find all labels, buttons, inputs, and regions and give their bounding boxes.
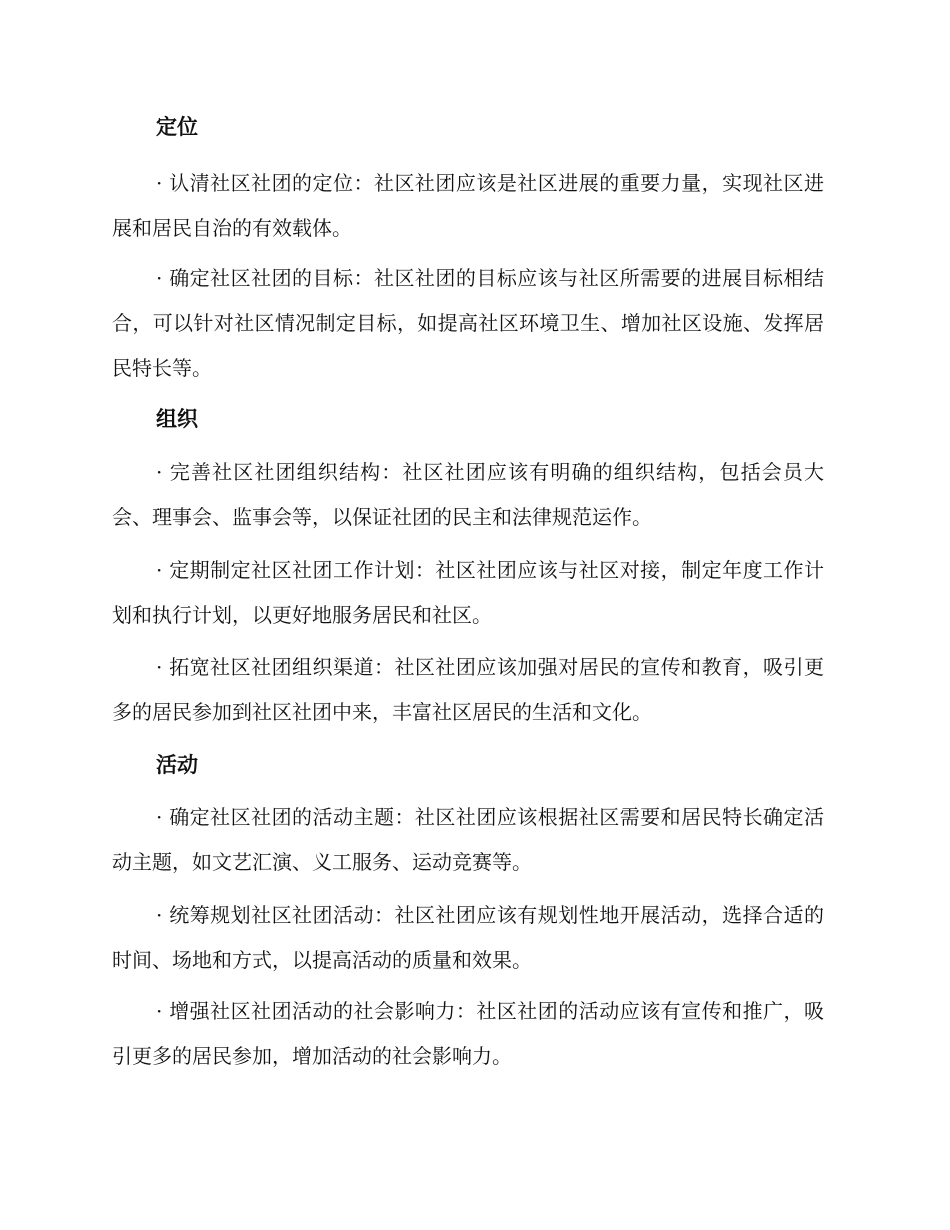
paragraph-activities-1: · 确定社区社团的活动主题：社区社团应该根据社区需要和居民特长确定活动主题，如文艺汇演、义工服务、运动竞赛等。: [112, 805, 824, 874]
section-heading-organization: 组织: [156, 407, 198, 431]
section-heading-activities: 活动: [156, 753, 198, 777]
paragraph-organization-2: · 定期制定社区社团工作计划：社区社团应该与社区对接，制定年度工作计划和执行计划，以更好地服务居民和社区。: [112, 558, 824, 627]
paragraph-activities-2: · 统筹规划社区社团活动：社区社团应该有规划性地开展活动，选择合适的时间、场地和方式，以提高活动的质量和效果。: [112, 903, 824, 972]
paragraph-activities-3: · 增强社区社团活动的社会影响力：社区社团的活动应该有宣传和推广，吸引更多的居民参加，增加活动的社会影响力。: [112, 999, 824, 1068]
paragraph-organization-3: · 拓宽社区社团组织渠道：社区社团应该加强对居民的宣传和教育，吸引更多的居民参加到社区社团中来，丰富社区居民的生活和文化。: [112, 655, 824, 724]
paragraph-positioning-1: · 认清社区社团的定位：社区社团应该是社区进展的重要力量，实现社区进展和居民自治的有效载体。: [112, 171, 824, 240]
section-heading-positioning: 定位: [156, 115, 198, 139]
paragraph-positioning-2: · 确定社区社团的目标：社区社团的目标应该与社区所需要的进展目标相结合，可以针对社区情况制定目标，如提高社区环境卫生、增加社区设施、发挥居民特长等。: [112, 266, 824, 380]
paragraph-organization-1: · 完善社区社团组织结构：社区社团应该有明确的组织结构，包括会员大会、理事会、监事会等，以保证社团的民主和法律规范运作。: [112, 460, 824, 529]
